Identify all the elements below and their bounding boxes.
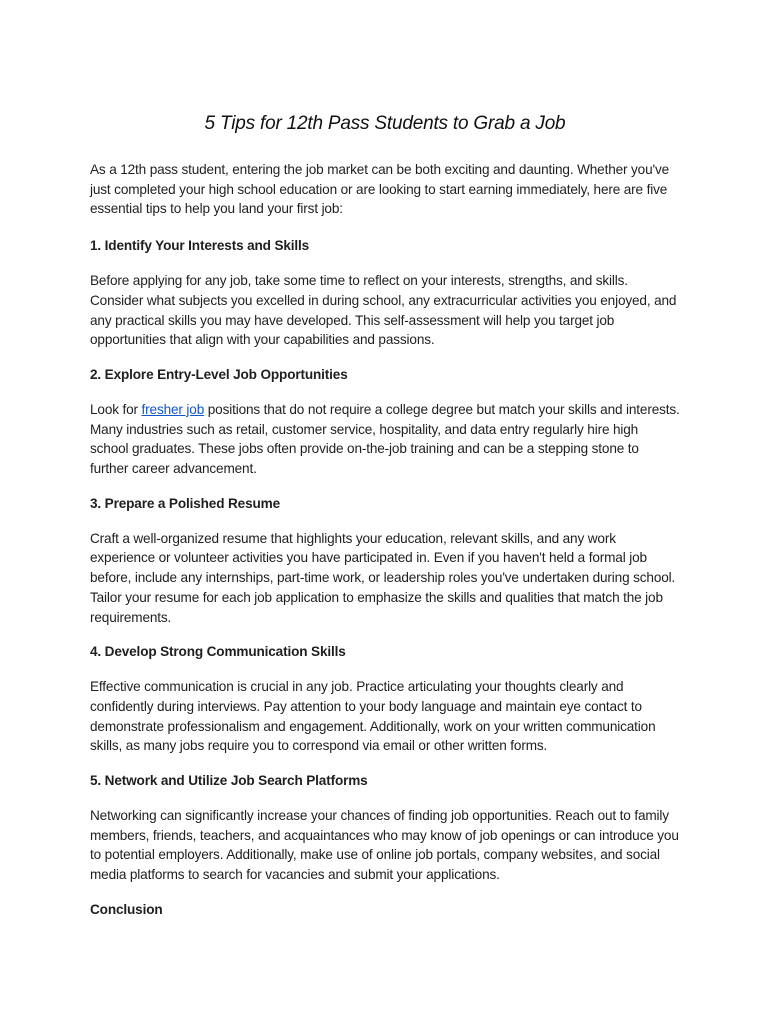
body-text-after-link: positions that do not require a college degree but match your skills and interests. Many industries such as retail, customer service, hospitality, and data entry regularly hire high school graduates. These jobs often provide on-the-job training and can be a stepping stone to further career advancement.	[90, 401, 680, 477]
section-heading-resume: 3. Prepare a Polished Resume	[90, 495, 280, 511]
fresher-job-link[interactable]: fresher job	[141, 401, 205, 417]
section-heading-network: 5. Network and Utilize Job Search Platforms	[90, 773, 368, 789]
section-heading-interests: 1. Identify Your Interests and Skills	[90, 238, 310, 254]
section-body-communication: Effective communication is crucial in any job. Practice articulating your thoughts clearly and confidently during interviews. Pay attention to your body language and maintain eye contact to demonstrate professionalism and engagement. Additionally, work on your written communication skills, as many jobs require you to correspond via email or other written forms.	[90, 679, 656, 754]
section-body-network: Networking can significantly increase your chances of finding job opportunities. Reach out to family members, friends, teachers, and acquaintances who may know of job openings or can introduce you to potential employers. Additionally, make use of online job portals, company websites, and social media platforms to search for vacancies and submit your applications.	[90, 808, 679, 883]
section-body-entry-level	[90, 400, 680, 479]
document-page	[90, 108, 680, 935]
section-heading-entry-level: 2. Explore Entry-Level Job Opportunities	[90, 366, 348, 382]
intro-paragraph: As a 12th pass student, entering the job market can be both exciting and daunting. Whether you've just completed your high school education or are looking to start earning immediately, here are five essential tips to help you land your first job:	[90, 162, 669, 217]
section-body-resume: Craft a well-organized resume that highlights your education, relevant skills, and any work experience or volunteer activities you have participated in. Even if you haven't held a formal job before, include any internships, part-time work, or leadership roles you've undertaken during school. Tailor your resume for each job application to emphasize the skills and qualities that match the job requirements.	[90, 530, 676, 625]
section-heading-communication: 4. Develop Strong Communication Skills	[90, 644, 346, 660]
conclusion-heading: Conclusion	[90, 901, 163, 917]
body-text-before-link: Look for	[90, 401, 142, 417]
document-title: 5 Tips for 12th Pass Students to Grab a Job	[204, 113, 566, 134]
section-body-interests: Before applying for any job, take some time to reflect on your interests, strengths, and skills. Consider what subjects you excelled in during school, any extracurricular activities you enjoyed, and any practical skills you may have developed. This self-assessment will help you target job opportunities that align with your capabilities and passions.	[90, 273, 677, 348]
